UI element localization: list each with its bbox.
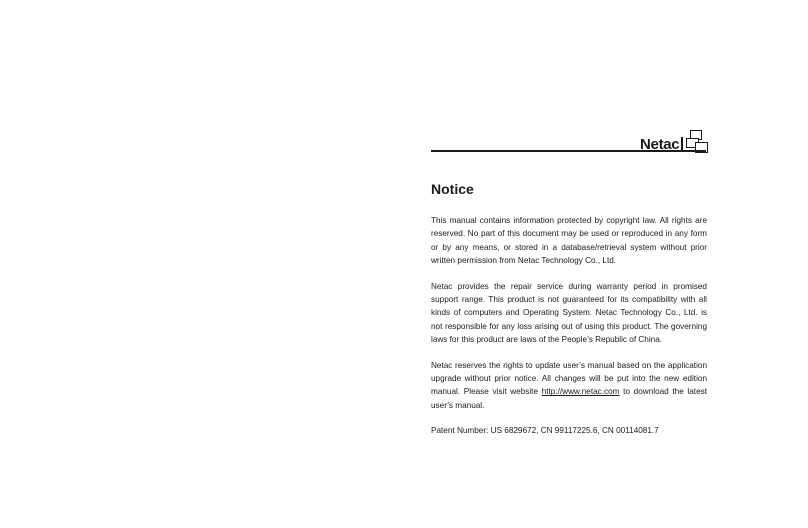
patent-number: Patent Number: US 6829672, CN 99117225.6, CN 00114081.7 (431, 426, 659, 436)
update-text-before-link: Netac reserves the rights to update user’s manual based on the application upgrade without prior notice. All changes will be put into the new edition manual. Please visit website (431, 360, 707, 397)
netac-website-link[interactable]: http://www.netac.com (541, 387, 620, 397)
notice-title: Notice (431, 181, 474, 197)
warranty-paragraph: Netac provides the repair service during warranty period in promised support range. This product is not guaranteed for its compatibility with all kinds of computers and Operating System. Netac Technology Co., Ltd. is not responsible for any loss arising out of using this product. The governing laws for this product are laws of the People’s Republic of China. (431, 281, 707, 345)
update-paragraph (431, 359, 707, 413)
copyright-paragraph: This manual contains information protected by copyright law. All rights are reserved. No part of this document may be used or reproduced in any form or by any means, or stored in a database/retrieval system without prior written permission from Netac Technology Co., Ltd. (431, 216, 707, 266)
logo-text: Netac (640, 136, 680, 153)
update-text-after-link: to download the latest user’s manual. (431, 387, 708, 410)
header-rule (431, 150, 706, 152)
notice-section (431, 178, 707, 450)
